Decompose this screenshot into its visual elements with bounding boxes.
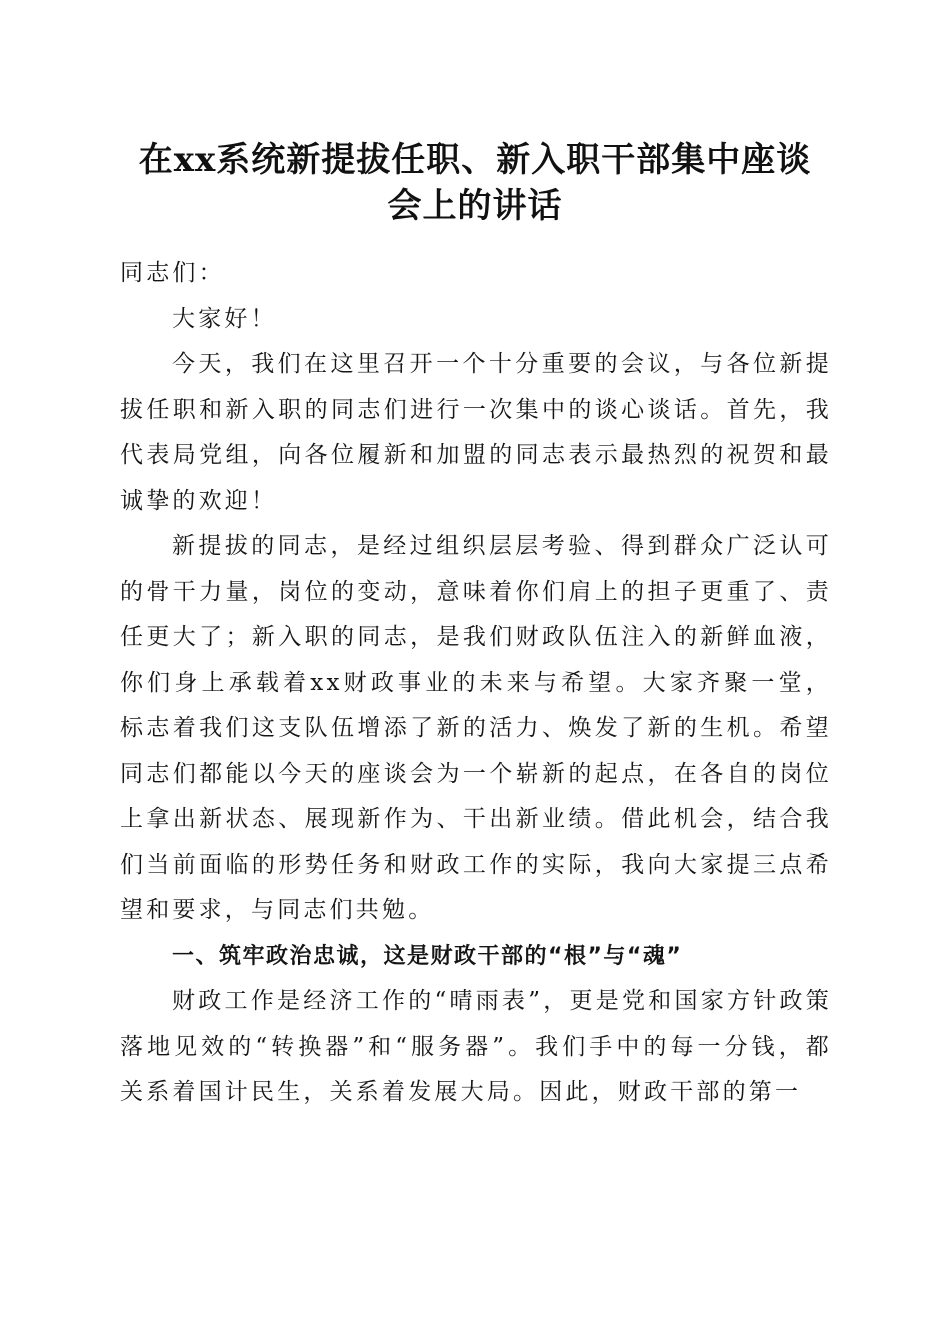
title-line-2: 会上的讲话 bbox=[387, 186, 563, 226]
paragraph-section-1: 财政工作是经济工作的“晴雨表”，更是党和国家方针政策落地见效的“转换器”和“服务器”。我们手中的每一分钱，都关系着国计民生，关系着发展大局。因此，财政干部的第一 bbox=[120, 988, 832, 1105]
salutation: 同志们： bbox=[120, 260, 225, 286]
greeting: 大家好！ bbox=[172, 305, 277, 332]
paragraph-intro: 今天，我们在这里召开一个十分重要的会议，与各位新提拔任职和新入职的同志们进行一次集中的谈心谈话。首先，我代表局党组，向各位履新和加盟的同志表示最热烈的祝贺和最诚挚的欢迎！ bbox=[120, 351, 832, 514]
section-heading-1: 一、筑牢政治忠诚，这是财政干部的“根”与“魂” bbox=[172, 943, 683, 969]
paragraph-expectations: 新提拔的同志，是经过组织层层考验、得到群众广泛认可的骨干力量，岗位的变动，意味着你们肩上的担子更重了、责任更大了；新入职的同志，是我们财政队伍注入的新鲜血液，你们身上承载着xx财政事业的未来与希望。大家齐聚一堂，标志着我们这支队伍增添了新的活力、焕发了新的生机。希望同志们都能以今天的座谈会为一个崭新的起点，在各自的岗位上拿出新状态、展现新作为、干出新业绩。借此机会，结合我们当前面临的形势任务和财政工作的实际，我向大家提三点希望和要求，与同志们共勉。 bbox=[120, 533, 832, 923]
document-body bbox=[120, 251, 832, 1116]
title-line-1: 在xx系统新提拔任职、新入职干部集中座谈 bbox=[138, 140, 812, 180]
document-title bbox=[100, 137, 850, 229]
